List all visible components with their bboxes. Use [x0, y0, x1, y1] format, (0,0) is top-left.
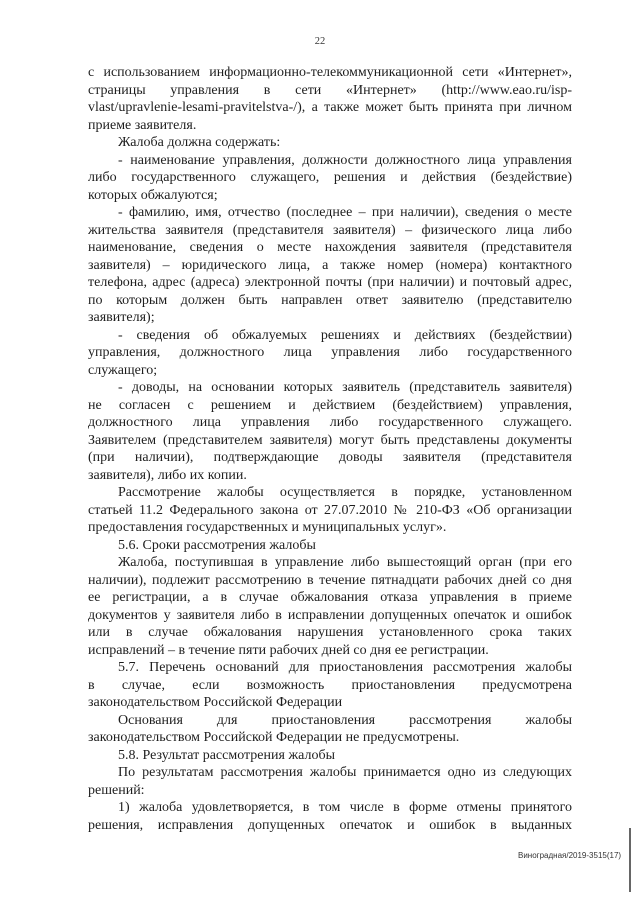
text-line: vlast/upravlenie-lesami-pravitelstva-/), а также может быть принята при личном [88, 100, 572, 115]
text-line: По результатам рассмотрения жалобы принимается одно из следующих [118, 765, 572, 780]
section-heading: 5.7. Перечень оснований для приостановления рассмотрения жалобы [118, 660, 572, 675]
text-line: - фамилию, имя, отчество (последнее – при наличии), сведения о месте [118, 205, 572, 220]
text-line: наименование, сведения о месте нахождения заявителя (представителя [88, 240, 572, 255]
text-line: Заявителем (представителем заявителя) могут быть представлены документы [88, 432, 572, 448]
section-heading: законодательством Российской Федерации [88, 695, 343, 710]
text-line: которых обжалуются; [88, 187, 218, 203]
text-line: не согласен с решением и действием (бездействием) управления, [88, 397, 572, 413]
text-line: либо государственного служащего, решения и действия (бездействие) [88, 170, 572, 185]
text-line: Жалоба должна содержать: [118, 135, 281, 150]
text-line: решения, исправления допущенных опечаток и ошибок в выданных [88, 817, 572, 833]
text-line: - доводы, на основании которых заявитель (представитель заявителя) [118, 380, 572, 395]
scan-edge-mark [629, 828, 631, 892]
text-line: управления, должностного лица управления либо государственного [88, 345, 572, 360]
page-number: 22 [314, 36, 326, 47]
text-line: 1) жалоба удовлетворяется, в том числе в форме отмены принятого [118, 800, 572, 815]
text-line: Жалоба, поступившая в управление либо вышестоящий орган (при его [118, 555, 572, 570]
section-heading: в случае, если возможность приостановления предусмотрена [88, 677, 572, 693]
text-line: наличии), подлежит рассмотрению в течение пятнадцати рабочих дней со дня [88, 572, 572, 588]
text-line: (при наличии), подтверждающие доводы заявителя (представителя [88, 450, 572, 465]
text-line: служащего; [88, 362, 158, 378]
text-line: должностного лица управления либо государственного служащего. [88, 415, 572, 430]
text-line: телефона, адрес (адреса) электронной почты (при наличии) и почтовый адрес, [88, 275, 572, 290]
text-line: заявителя) – юридического лица, а также номер (номера) контактного [88, 257, 572, 273]
text-line: документов у заявителя либо в исправлении допущенных опечаток и ошибок [88, 607, 572, 623]
text-line: заявителя); [88, 310, 155, 325]
text-line: - сведения об обжалуемых решениях и действиях (бездействии) [118, 327, 572, 343]
text-line: жительства заявителя (представителя заявителя) – физического лица либо [88, 222, 572, 238]
section-heading: 5.6. Сроки рассмотрения жалобы [118, 537, 316, 553]
text-line: ее регистрации, а в случае обжалования отказа управления в приеме [88, 590, 572, 605]
text-line: Рассмотрение жалобы осуществляется в порядке, установленном [118, 485, 572, 500]
text-line: статьей 11.2 Федерального закона от 27.07.2010 № 210-ФЗ «Об организации [88, 502, 572, 518]
text-line: или в случае обжалования нарушения установленного срока таких [88, 625, 572, 640]
text-line: законодательством Российской Федерации не предусмотрены. [88, 730, 460, 745]
text-line: заявителя), либо их копии. [88, 467, 247, 483]
text-line: страницы управления в сети «Интернет» (http://www.eao.ru/isp- [88, 82, 572, 98]
text-line: Основания для приостановления рассмотрения жалобы [118, 712, 572, 728]
text-line: решений: [88, 782, 145, 798]
document-body [88, 64, 572, 834]
text-line: предоставления государственных и муниципальных услуг». [88, 520, 447, 535]
text-line: по которым должен быть направлен ответ заявителю (представителю [88, 292, 572, 308]
section-heading: 5.8. Результат рассмотрения жалобы [118, 747, 335, 763]
document-code: Виноградная/2019-3515(17) [518, 851, 622, 860]
text-line: - наименование управления, должности должностного лица управления [118, 152, 572, 168]
text-line: с использованием информационно-телекоммуникационной сети «Интернет», [88, 65, 572, 80]
text-line: исправлений – в течение пяти рабочих дней со дня ее регистрации. [88, 642, 489, 658]
text-line: приеме заявителя. [88, 117, 197, 133]
